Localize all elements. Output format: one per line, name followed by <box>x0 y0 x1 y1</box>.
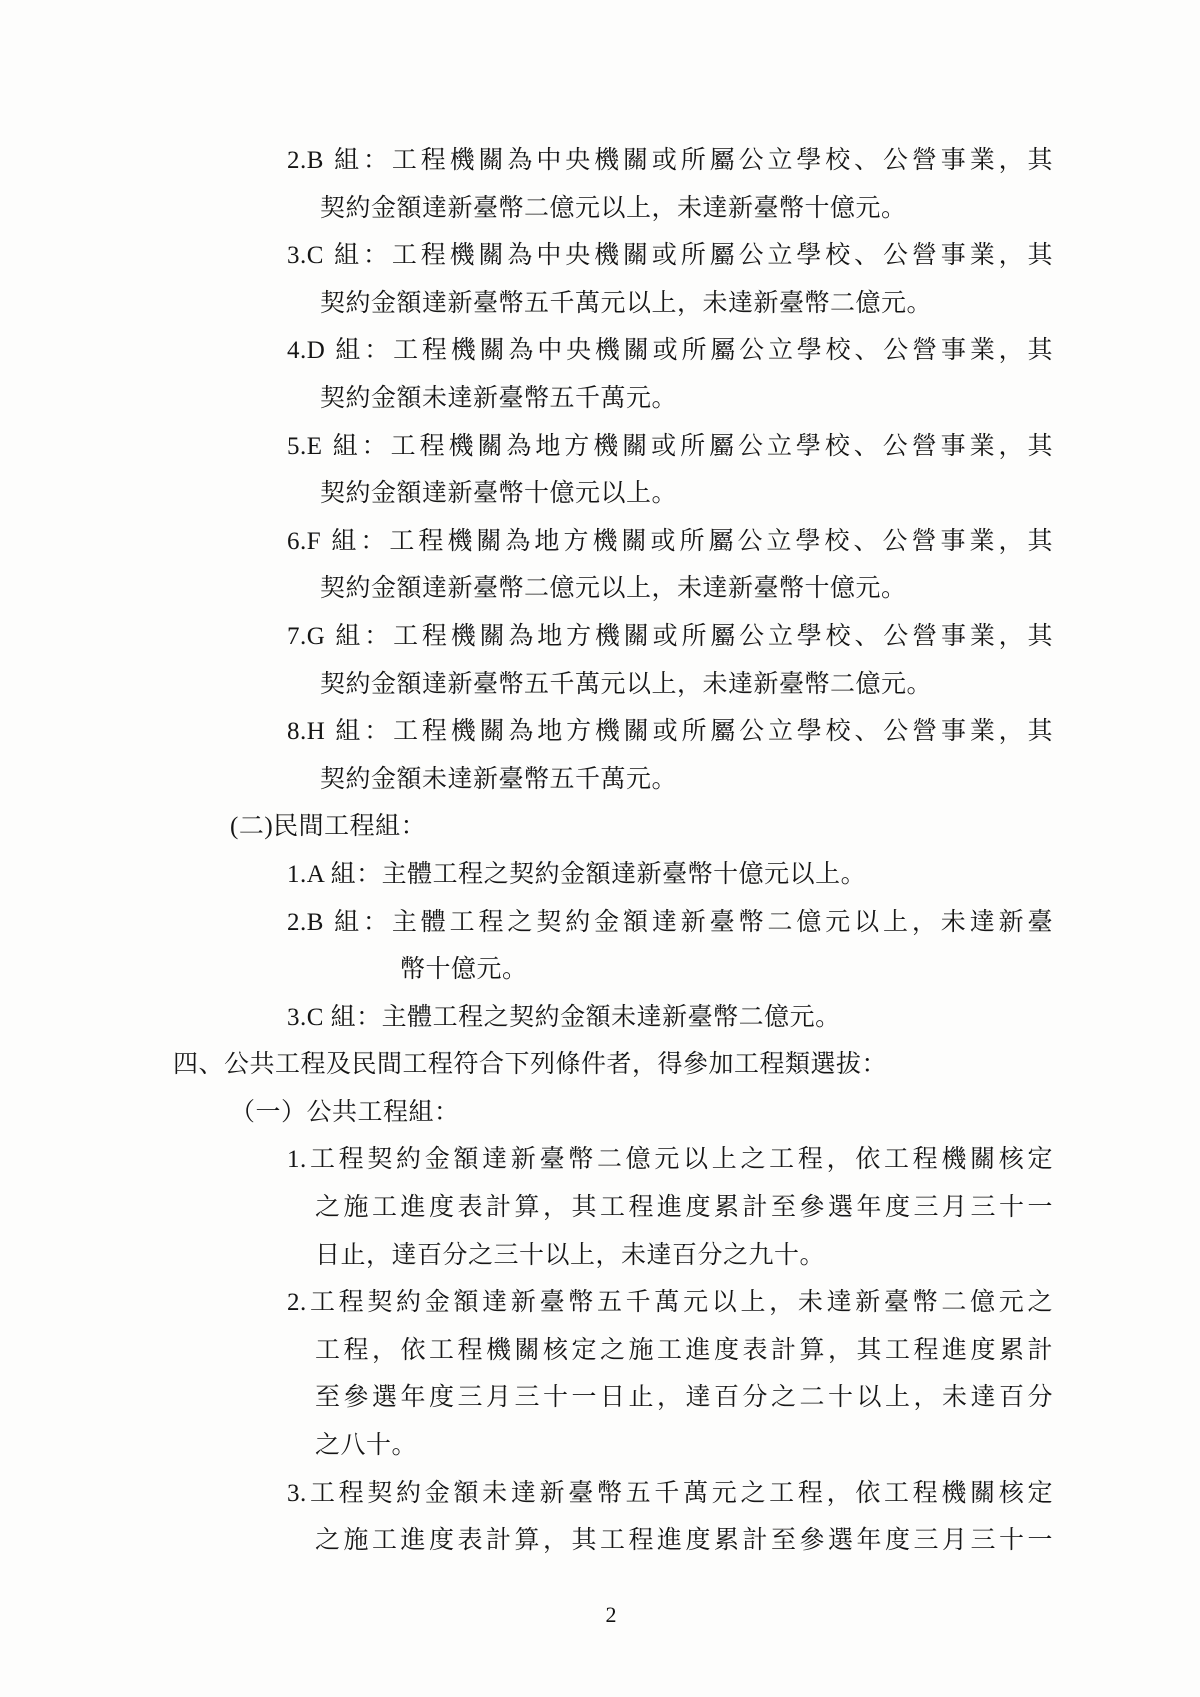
text-line: 8.H 組：工程機關為地方機關或所屬公立學校、公營事業，其 <box>287 718 1053 746</box>
text-line: 之八十。 <box>315 1432 418 1460</box>
text-line: 契約金額未達新臺幣五千萬元。 <box>320 765 678 793</box>
text-line: 2.B 組：工程機關為中央機關或所屬公立學校、公營事業，其 <box>287 147 1053 174</box>
text-line: 5.E 組：工程機關為地方機關或所屬公立學校、公營事業，其 <box>287 432 1053 460</box>
text-line: 工程，依工程機關核定之施工進度表計算，其工程進度累計 <box>315 1336 1053 1364</box>
text-line: 2.工程契約金額達新臺幣五千萬元以上，未達新臺幣二億元之 <box>287 1289 1053 1317</box>
text-line: 6.F 組：工程機關為地方機關或所屬公立學校、公營事業，其 <box>287 527 1053 555</box>
document-text-block <box>173 137 1053 1565</box>
text-line: 幣十億元。 <box>400 956 528 984</box>
text-line: 3.工程契約金額未達新臺幣五千萬元之工程，依工程機關核定 <box>287 1479 1053 1507</box>
text-line: 契約金額達新臺幣十億元以上。 <box>320 480 678 508</box>
text-line: 3.C 組：主體工程之契約金額未達新臺幣二億元。 <box>287 1003 841 1031</box>
text-line: 1.A 組：主體工程之契約金額達新臺幣十億元以上。 <box>287 860 867 888</box>
text-line: 之施工進度表計算，其工程進度累計至參選年度三月三十一 <box>315 1527 1053 1555</box>
text-line: 1.工程契約金額達新臺幣二億元以上之工程，依工程機關核定 <box>287 1146 1053 1174</box>
text-line: 2.B 組：主體工程之契約金額達新臺幣二億元以上，未達新臺 <box>287 908 1053 936</box>
text-line: 3.C 組：工程機關為中央機關或所屬公立學校、公營事業，其 <box>287 242 1053 270</box>
text-line: 之施工進度表計算，其工程進度累計至參選年度三月三十一 <box>315 1194 1053 1222</box>
text-line: 契約金額達新臺幣五千萬元以上，未達新臺幣二億元。 <box>320 289 933 317</box>
text-line: 契約金額達新臺幣二億元以上，未達新臺幣十億元。 <box>320 575 907 603</box>
section-heading: (二)民間工程組： <box>230 813 427 841</box>
text-line: 7.G 組：工程機關為地方機關或所屬公立學校、公營事業，其 <box>287 622 1053 650</box>
text-line: 契約金額達新臺幣二億元以上，未達新臺幣十億元。 <box>320 194 907 222</box>
text-line: 日止，達百分之三十以上，未達百分之九十。 <box>315 1241 826 1269</box>
text-line: 契約金額達新臺幣五千萬元以上，未達新臺幣二億元。 <box>320 670 933 698</box>
text-line: 至參選年度三月三十一日止，達百分之二十以上，未達百分 <box>315 1384 1053 1412</box>
text-line: 契約金額未達新臺幣五千萬元。 <box>320 384 678 412</box>
section-heading: （一）公共工程組： <box>230 1098 460 1126</box>
section-heading: 四、公共工程及民間工程符合下列條件者，得參加工程類選拔： <box>173 1051 888 1079</box>
page-number: 2 <box>605 1602 617 1627</box>
text-line: 4.D 組：工程機關為中央機關或所屬公立學校、公營事業，其 <box>287 337 1053 365</box>
